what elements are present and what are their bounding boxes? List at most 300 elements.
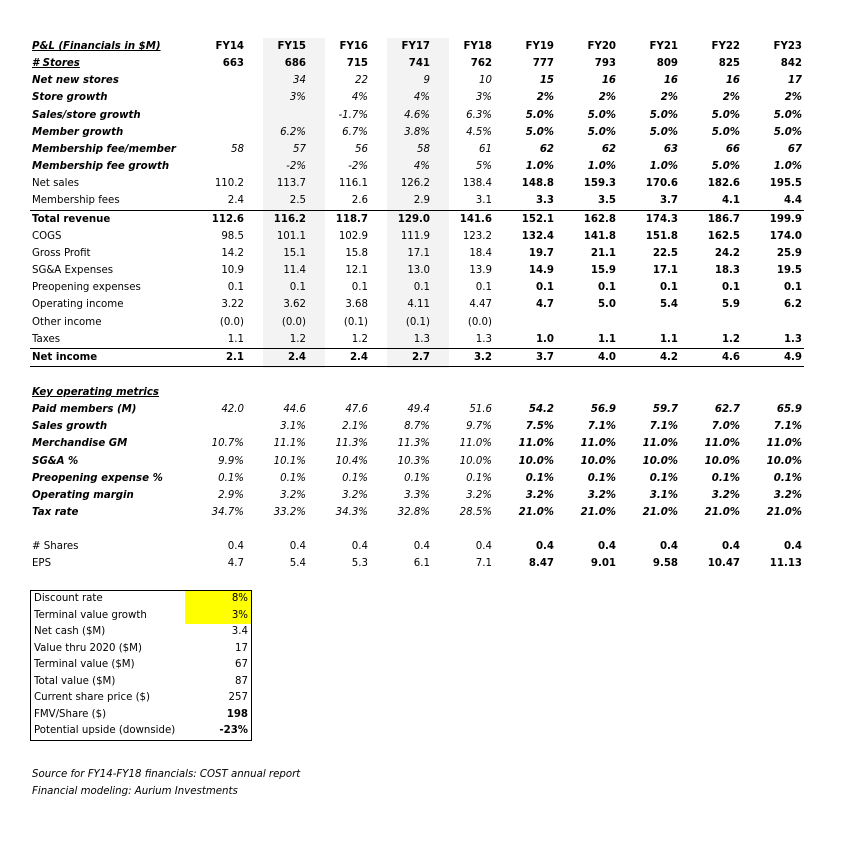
value-cell: 1.2	[289, 333, 306, 345]
value-cell: 1.1	[227, 333, 244, 345]
value-cell: 18.4	[469, 247, 492, 259]
value-cell: 15.1	[283, 247, 306, 259]
value-cell: 4.4	[783, 195, 802, 207]
value-cell: 18.3	[714, 265, 740, 277]
value-cell: 62	[539, 143, 554, 155]
value-cell: 34	[293, 75, 306, 87]
valuation-row	[31, 608, 252, 625]
value-cell: 9.7%	[466, 421, 492, 433]
valuation-row	[31, 641, 252, 658]
value-cell: 21.0%	[518, 507, 554, 519]
value-cell: 777	[532, 58, 554, 70]
value-cell: 0.1%	[773, 472, 802, 484]
value-cell: 11.13	[769, 558, 802, 570]
spacer-row	[30, 521, 804, 538]
table-row	[30, 262, 804, 279]
empty-cell	[742, 521, 804, 538]
value-cell: 4%	[413, 161, 430, 173]
value-cell: 162.8	[556, 210, 618, 228]
table-row	[30, 192, 804, 210]
empty-cell	[618, 366, 680, 384]
value-cell: 0.1%	[218, 472, 244, 484]
empty-cell	[432, 384, 494, 401]
valuation-row	[31, 707, 252, 724]
row-label: # Stores	[32, 58, 80, 70]
value-cell: 5.0%	[711, 109, 740, 121]
value-cell: 148.8	[521, 178, 554, 190]
table-row	[30, 418, 804, 435]
row-label: Paid members (M)	[32, 404, 137, 416]
valuation-row	[31, 674, 252, 691]
value-cell: 4.5%	[466, 126, 492, 138]
table-row	[30, 538, 804, 555]
valuation-table	[30, 590, 252, 741]
value-cell: 4%	[413, 92, 430, 104]
value-cell: 10.0%	[642, 455, 678, 467]
value-cell: 138.4	[462, 178, 492, 190]
value-cell: 24.2	[714, 247, 740, 259]
value-cell: 174.3	[618, 210, 680, 228]
table-row	[30, 504, 804, 521]
value-cell: 57	[293, 143, 306, 155]
value-cell: 0.1	[289, 282, 306, 294]
value-cell	[556, 314, 618, 331]
value-cell: 762	[470, 58, 492, 70]
value-cell: 3.62	[283, 299, 306, 311]
value-cell: (0.0)	[281, 316, 306, 328]
table-row	[30, 89, 804, 106]
row-label: Sales/store growth	[32, 109, 141, 121]
year-header: FY15	[277, 41, 306, 52]
value-cell: 5.0%	[773, 109, 802, 121]
value-cell: 7.1%	[587, 421, 616, 433]
value-cell: 2%	[722, 92, 740, 104]
empty-cell	[680, 384, 742, 401]
empty-cell	[308, 384, 370, 401]
value-cell: 2.4	[246, 348, 308, 366]
value-cell: 101.1	[276, 230, 306, 242]
value-cell: 126.2	[400, 178, 430, 190]
value-cell: 0.1%	[404, 472, 430, 484]
value-cell: 118.7	[308, 210, 370, 228]
value-cell: -2%	[286, 161, 306, 173]
value-cell: 2%	[536, 92, 554, 104]
value-cell: 21.0%	[704, 507, 740, 519]
source-notes	[32, 766, 300, 800]
value-cell: 4.9	[742, 348, 804, 366]
row-label: Net new stores	[32, 75, 119, 87]
value-cell: 3%	[289, 92, 306, 104]
value-cell: 2.4	[308, 348, 370, 366]
value-cell: 3.2%	[711, 489, 740, 501]
value-cell: 0.1	[351, 282, 368, 294]
empty-cell	[494, 366, 556, 384]
value-cell: 4.7	[535, 299, 554, 311]
value-cell: 3.1	[475, 195, 492, 207]
valuation-value: 198	[226, 708, 248, 720]
value-cell: 686	[284, 58, 306, 70]
source-note: Source for FY14-FY18 financials: COST annual report	[32, 769, 301, 780]
empty-cell	[556, 366, 618, 384]
value-cell: 1.0%	[649, 161, 678, 173]
valuation-label: Discount rate	[34, 593, 103, 604]
value-cell: 3.1%	[649, 489, 678, 501]
table-row	[30, 175, 804, 192]
valuation-label: Potential upside (downside)	[34, 725, 176, 736]
value-cell: 182.6	[707, 178, 740, 190]
value-cell: 663	[222, 58, 244, 70]
value-cell: 6.2%	[280, 126, 306, 138]
input-cell[interactable]: 3%	[185, 608, 252, 625]
value-cell: 1.0	[535, 333, 554, 345]
value-cell: 199.9	[742, 210, 804, 228]
row-label: Taxes	[32, 333, 61, 345]
value-cell: 3.2%	[587, 489, 616, 501]
value-cell: 62	[601, 143, 616, 155]
row-label: Membership fee/member	[32, 143, 176, 155]
value-cell: 4.1	[721, 195, 740, 207]
table-row	[30, 487, 804, 504]
value-cell: 159.3	[583, 178, 616, 190]
value-cell: 3.2%	[525, 489, 554, 501]
value-cell: 0.1	[413, 282, 430, 294]
value-cell	[180, 158, 246, 175]
value-cell: 13.0	[407, 265, 430, 277]
row-label: Preopening expense %	[32, 472, 163, 484]
value-cell: 21.0%	[580, 507, 616, 519]
value-cell: 2.1	[180, 348, 246, 366]
table-row	[30, 210, 804, 228]
row-label: Sales growth	[32, 421, 108, 433]
value-cell: 3.5	[597, 195, 616, 207]
value-cell: 42.0	[221, 404, 244, 416]
value-cell: 16	[725, 75, 740, 87]
value-cell: 141.6	[432, 210, 494, 228]
value-cell: 10	[479, 75, 492, 87]
empty-cell	[680, 366, 742, 384]
value-cell: 5.0%	[649, 109, 678, 121]
row-label: Net sales	[32, 178, 80, 190]
value-cell: 174.0	[769, 230, 802, 242]
valuation-value: 17	[235, 642, 248, 654]
value-cell: 0.1	[535, 282, 554, 294]
value-cell: 5.0%	[711, 161, 740, 173]
value-cell: 10.0%	[518, 455, 554, 467]
value-cell: 5.0%	[649, 126, 678, 138]
value-cell: 47.6	[345, 404, 368, 416]
value-cell: 825	[718, 58, 740, 70]
valuation-label: FMV/Share ($)	[34, 708, 107, 720]
table-row	[30, 107, 804, 124]
value-cell	[246, 107, 308, 124]
value-cell: 49.4	[407, 404, 430, 416]
value-cell: 7.5%	[525, 421, 554, 433]
table-row	[30, 124, 804, 141]
year-header: FY20	[587, 41, 616, 52]
value-cell: 0.4	[535, 541, 554, 553]
row-label: Operating margin	[32, 489, 134, 501]
valuation-label: Current share price ($)	[34, 692, 151, 703]
value-cell: 5.3	[351, 558, 368, 570]
valuation-label: Net cash ($M)	[34, 626, 106, 637]
modeling-note: Financial modeling: Aurium Investments	[32, 786, 238, 797]
value-cell: 1.3	[413, 333, 430, 345]
value-cell: 2.7	[370, 348, 432, 366]
value-cell	[180, 418, 246, 435]
empty-cell	[246, 366, 308, 384]
empty-cell	[680, 521, 742, 538]
value-cell: 1.0%	[773, 161, 802, 173]
value-cell: 5.0	[597, 299, 616, 311]
value-cell: 0.1	[227, 282, 244, 294]
value-cell: 10.4%	[335, 455, 368, 467]
value-cell: 67	[787, 143, 802, 155]
row-label: Member growth	[32, 126, 124, 138]
value-cell: 2%	[784, 92, 802, 104]
row-label: SG&A Expenses	[32, 265, 114, 277]
value-cell: 0.4	[351, 541, 368, 553]
value-cell: 22.5	[652, 247, 678, 259]
value-cell: 2.1%	[342, 421, 368, 433]
value-cell: 0.4	[659, 541, 678, 553]
value-cell: 19.7	[528, 247, 554, 259]
valuation-row	[31, 690, 252, 707]
metrics-title-row	[30, 384, 804, 401]
value-cell: 11.0%	[518, 438, 554, 450]
value-cell: 14.2	[221, 247, 244, 259]
value-cell: 7.1%	[773, 421, 802, 433]
value-cell: 44.6	[283, 404, 306, 416]
value-cell: 4.7	[227, 558, 244, 570]
value-cell: 3.1%	[280, 421, 306, 433]
value-cell: 3.2%	[342, 489, 368, 501]
value-cell: 3.2%	[773, 489, 802, 501]
value-cell: 9.01	[590, 558, 616, 570]
value-cell: (0.1)	[405, 316, 430, 328]
year-header: FY21	[649, 41, 678, 52]
value-cell: 6.1	[413, 558, 430, 570]
value-cell: 1.1	[597, 333, 616, 345]
value-cell: 5%	[475, 161, 492, 173]
value-cell: 7.1	[475, 558, 492, 570]
table-row	[30, 279, 804, 296]
year-header: FY17	[401, 41, 430, 52]
year-header: FY22	[711, 41, 740, 52]
valuation-label: Value thru 2020 ($M)	[34, 642, 142, 654]
table-row	[30, 555, 804, 572]
value-cell: 15	[539, 75, 554, 87]
value-cell: 15.8	[345, 247, 368, 259]
value-cell: 2.9	[413, 195, 430, 207]
row-label: SG&A %	[32, 455, 79, 467]
value-cell: 0.4	[475, 541, 492, 553]
empty-cell	[30, 366, 180, 384]
empty-cell	[370, 366, 432, 384]
value-cell: 3.7	[659, 195, 678, 207]
value-cell: 54.2	[528, 404, 554, 416]
table-row	[30, 72, 804, 89]
value-cell: 3.2	[432, 348, 494, 366]
value-cell: (0.0)	[219, 316, 244, 328]
value-cell: 11.0%	[580, 438, 616, 450]
empty-cell	[742, 366, 804, 384]
table-row	[30, 401, 804, 418]
value-cell: 10.0%	[766, 455, 802, 467]
value-cell: 10.1%	[273, 455, 306, 467]
value-cell: 4.0	[556, 348, 618, 366]
row-label: Merchandise GM	[32, 438, 128, 450]
empty-cell	[494, 521, 556, 538]
metrics-title: Key operating metrics	[32, 386, 159, 398]
header-row	[30, 38, 804, 55]
valuation-row	[31, 723, 252, 740]
value-cell: 11.0%	[459, 438, 492, 450]
value-cell: 51.6	[469, 404, 492, 416]
value-cell: 11.0%	[766, 438, 802, 450]
value-cell: 58	[231, 143, 244, 155]
value-cell: 8.47	[528, 558, 554, 570]
value-cell	[180, 72, 246, 89]
value-cell: 116.1	[338, 178, 368, 190]
value-cell: 5.0%	[525, 126, 554, 138]
value-cell: 2%	[598, 92, 616, 104]
empty-cell	[432, 366, 494, 384]
value-cell: 11.3%	[335, 438, 368, 450]
valuation-value: 3.4	[231, 626, 248, 637]
value-cell	[494, 314, 556, 331]
value-cell: 14.9	[528, 265, 554, 277]
table-row	[30, 55, 804, 72]
year-header: FY18	[463, 41, 492, 52]
value-cell: 16	[601, 75, 616, 87]
value-cell: (0.0)	[467, 316, 492, 328]
value-cell: 10.0%	[704, 455, 740, 467]
empty-cell	[370, 521, 432, 538]
value-cell: 65.9	[776, 404, 802, 416]
value-cell: 11.1%	[273, 438, 306, 450]
value-cell: 0.1	[475, 282, 492, 294]
empty-cell	[180, 384, 246, 401]
spacer-row	[30, 366, 804, 384]
year-header: FY16	[339, 41, 368, 52]
value-cell: 5.0%	[587, 109, 616, 121]
value-cell: 0.4	[289, 541, 306, 553]
value-cell: 141.8	[583, 230, 616, 242]
value-cell: 17.1	[652, 265, 678, 277]
value-cell: 842	[780, 58, 802, 70]
value-cell: 0.4	[227, 541, 244, 553]
empty-cell	[494, 384, 556, 401]
value-cell: 2.9%	[218, 489, 244, 501]
value-cell: 2.4	[227, 195, 244, 207]
valuation-label: Terminal value growth	[34, 609, 147, 621]
value-cell: 170.6	[645, 178, 678, 190]
value-cell: 5.0%	[773, 126, 802, 138]
table-row	[30, 141, 804, 158]
value-cell: 0.1%	[649, 472, 678, 484]
value-cell: 9	[423, 75, 430, 87]
value-cell: 3.68	[345, 299, 368, 311]
input-cell[interactable]: 8%	[185, 591, 252, 608]
value-cell: 5.0%	[587, 126, 616, 138]
value-cell: 4.11	[407, 299, 430, 311]
row-label: Net income	[30, 348, 180, 366]
valuation-label: Total value ($M)	[34, 675, 116, 687]
value-cell: 162.5	[707, 230, 740, 242]
value-cell: 1.0%	[587, 161, 616, 173]
value-cell: 0.1%	[711, 472, 740, 484]
value-cell: 10.7%	[211, 438, 244, 450]
value-cell: 0.1	[783, 282, 802, 294]
empty-cell	[246, 384, 308, 401]
empty-cell	[180, 366, 246, 384]
empty-cell	[308, 366, 370, 384]
value-cell: 10.0%	[580, 455, 616, 467]
value-cell: 56	[355, 143, 368, 155]
value-cell: 5.4	[289, 558, 306, 570]
table-row	[30, 348, 804, 366]
value-cell: 0.4	[413, 541, 430, 553]
value-cell: 4%	[351, 92, 368, 104]
value-cell: 13.9	[469, 265, 492, 277]
value-cell: 59.7	[652, 404, 678, 416]
value-cell: 741	[408, 58, 430, 70]
value-cell: 3.7	[494, 348, 556, 366]
value-cell: 8.7%	[404, 421, 430, 433]
value-cell: 22	[355, 75, 368, 87]
value-cell: 98.5	[221, 230, 244, 242]
value-cell: 12.1	[345, 265, 368, 277]
value-cell	[680, 314, 742, 331]
value-cell: 62.7	[714, 404, 740, 416]
value-cell: 110.2	[214, 178, 244, 190]
table-title: P&L (Financials in $M)	[32, 41, 161, 52]
value-cell: 3.3%	[404, 489, 430, 501]
value-cell: (0.1)	[343, 316, 368, 328]
value-cell: 0.4	[597, 541, 616, 553]
row-label: Store growth	[32, 92, 108, 104]
value-cell: 1.0%	[525, 161, 554, 173]
valuation-value: -23%	[219, 725, 248, 736]
table-row	[30, 245, 804, 262]
table-row	[30, 158, 804, 175]
empty-cell	[618, 384, 680, 401]
valuation-row	[31, 624, 252, 641]
table-row	[30, 314, 804, 331]
value-cell: 116.2	[246, 210, 308, 228]
value-cell: 0.1	[659, 282, 678, 294]
value-cell: 102.9	[338, 230, 368, 242]
value-cell: 7.0%	[711, 421, 740, 433]
empty-cell	[246, 521, 308, 538]
value-cell: 3%	[475, 92, 492, 104]
empty-cell	[432, 521, 494, 538]
valuation-row	[31, 591, 252, 608]
value-cell: 151.8	[645, 230, 678, 242]
row-label: EPS	[32, 558, 52, 570]
row-label: Tax rate	[32, 507, 79, 519]
table-row	[30, 331, 804, 349]
value-cell: 21.1	[590, 247, 616, 259]
valuation-value: 87	[235, 675, 248, 687]
value-cell: 0.4	[783, 541, 802, 553]
year-header: FY19	[525, 41, 554, 52]
value-cell: 10.0%	[459, 455, 492, 467]
value-cell: 1.1	[659, 333, 678, 345]
empty-cell	[370, 384, 432, 401]
empty-cell	[30, 521, 180, 538]
value-cell	[180, 89, 246, 106]
